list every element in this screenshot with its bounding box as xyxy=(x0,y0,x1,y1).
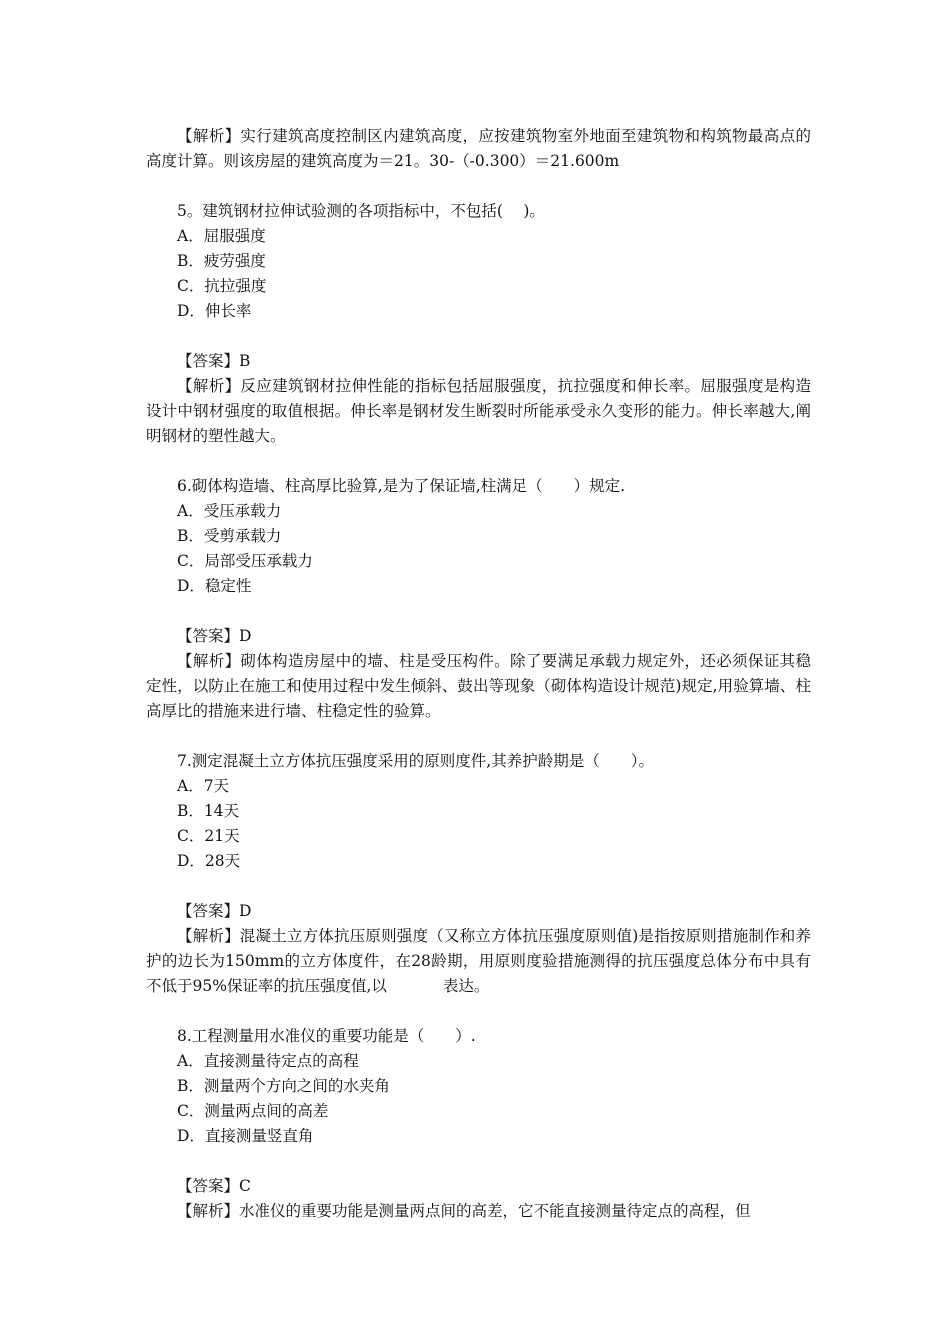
analysis-text: 【解析】混凝土立方体抗压原则强度（又称立方体抗压强度原则值)是指按原则措施制作和养护的边长为150mm的立方体度件，在28龄期，用原则度验措施测得的抗压强度总体分布中具有不低于95%保证率的抗压强度值,以 xyxy=(146,927,811,995)
answer: 【答案】D xyxy=(177,902,252,920)
option-d: D．伸长率 xyxy=(177,302,252,320)
option-c: C．局部受压承载力 xyxy=(177,552,313,570)
option-d: D．直接测量竖直角 xyxy=(177,1127,314,1145)
intro-analysis: 【解析】实行建筑高度控制区内建筑高度，应按建筑物室外地面至建筑物和构筑物最高点的高度计算。则该房屋的建筑高度为＝21。30-（-0.300）＝21.600m xyxy=(146,127,811,170)
analysis: 【解析】水准仪的重要功能是测量两点间的高差，它不能直接测量待定点的高程，但 xyxy=(177,1202,751,1220)
spacer xyxy=(146,999,811,1024)
spacer xyxy=(146,1149,811,1174)
question-8 xyxy=(146,1024,811,1224)
option-d: D．28天 xyxy=(177,852,241,870)
spacer xyxy=(146,599,811,624)
question-7 xyxy=(146,749,811,999)
option-d: D．稳定性 xyxy=(177,577,252,595)
option-a: A．屈服强度 xyxy=(177,227,266,245)
analysis-text-end: 表达。 xyxy=(442,977,490,995)
spacer xyxy=(146,724,811,749)
option-b: B．14天 xyxy=(177,802,240,820)
option-b: B．疲劳强度 xyxy=(177,252,266,270)
document-page xyxy=(146,124,811,1224)
answer: 【答案】C xyxy=(177,1177,251,1195)
question-stem: 5。建筑钢材拉伸试验测的各项指标中，不包括( )。 xyxy=(177,202,545,220)
spacer xyxy=(146,174,811,199)
option-a: A．直接测量待定点的高程 xyxy=(177,1052,359,1070)
spacer xyxy=(146,874,811,899)
option-b: B．受剪承载力 xyxy=(177,527,282,545)
option-c: C．抗拉强度 xyxy=(177,277,267,295)
option-c: C．测量两点间的高差 xyxy=(177,1102,329,1120)
question-5 xyxy=(146,199,811,449)
option-a: A．受压承载力 xyxy=(177,502,282,520)
option-b: B．测量两个方向之间的水夹角 xyxy=(177,1077,390,1095)
question-stem: 8.工程测量用水准仪的重要功能是（ ）. xyxy=(177,1027,476,1045)
spacer xyxy=(146,449,811,474)
question-stem: 6.砌体构造墙、柱高厚比验算,是为了保证墙,柱满足（ ）规定. xyxy=(177,477,626,495)
analysis: 【解析】反应建筑钢材拉伸性能的指标包括屈服强度，抗拉强度和伸长率。屈服强度是构造设计中钢材强度的取值根据。伸长率是钢材发生断裂时所能承受永久变形的能力。伸长率越大,阐明钢材的塑性越大。 xyxy=(146,377,811,445)
spacer xyxy=(146,324,811,349)
analysis: 【解析】砌体构造房屋中的墙、柱是受压构件。除了要满足承载力规定外，还必须保证其稳定性，以防止在施工和使用过程中发生倾斜、鼓出等现象（砌体构造设计规范)规定,用验算墙、柱高厚比的措施来进行墙、柱稳定性的验算。 xyxy=(146,652,811,720)
question-6 xyxy=(146,474,811,724)
question-stem: 7.测定混凝土立方体抗压强度采用的原则度件,其养护龄期是（ ）。 xyxy=(177,752,654,770)
option-a: A．7天 xyxy=(177,777,230,795)
answer: 【答案】D xyxy=(177,627,252,645)
analysis xyxy=(146,924,811,999)
option-c: C．21天 xyxy=(177,827,240,845)
answer: 【答案】B xyxy=(177,352,251,370)
